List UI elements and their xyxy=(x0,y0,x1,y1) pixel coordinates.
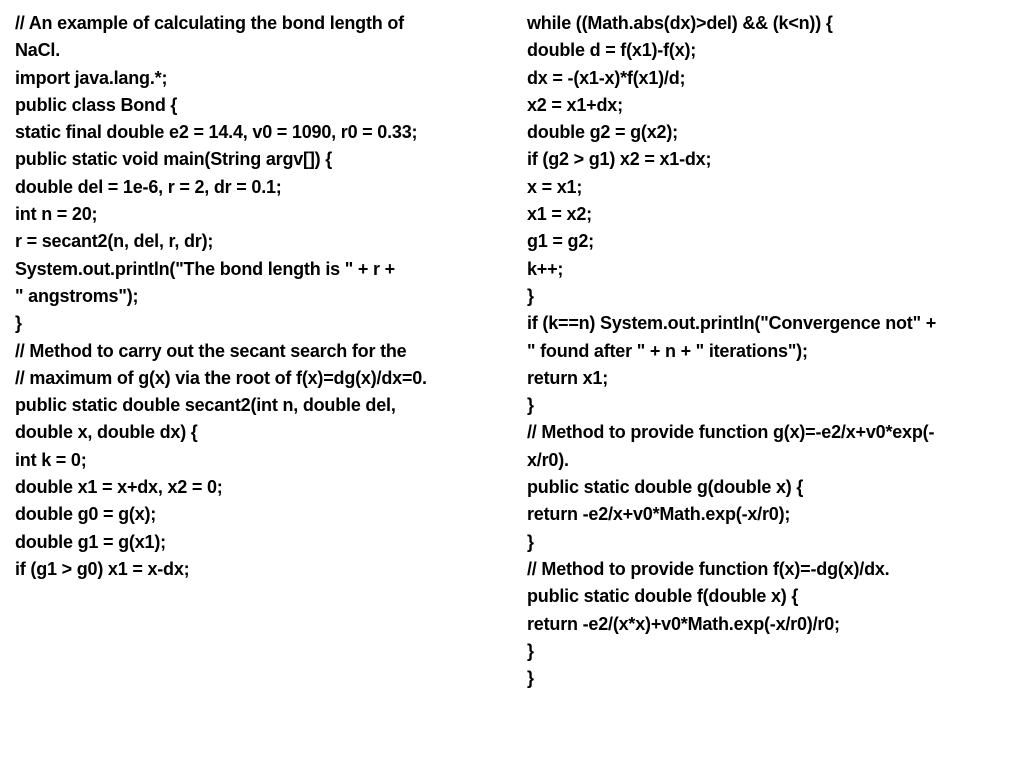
code-line: return -e2/x+v0*Math.exp(-x/r0); xyxy=(527,504,791,525)
code-line: public static void main(String argv[]) { xyxy=(15,149,333,170)
code-line: } xyxy=(527,668,534,689)
code-line: // Method to carry out the secant search for the xyxy=(15,340,407,361)
code-line: // An example of calculating the bond length of xyxy=(15,13,404,33)
code-line: } xyxy=(527,395,534,416)
code-column-left xyxy=(15,10,510,583)
code-line: static final double e2 = 14.4, v0 = 1090, r0 = 0.33; xyxy=(15,122,418,143)
code-line: } xyxy=(527,640,534,661)
code-line: int n = 20; xyxy=(15,204,98,225)
code-line: } xyxy=(527,285,534,306)
code-line: x1 = x2; xyxy=(527,204,592,225)
code-line: double x1 = x+dx, x2 = 0; xyxy=(15,477,223,498)
code-line: double g1 = g(x1); xyxy=(15,531,166,552)
code-line: g1 = g2; xyxy=(527,231,594,252)
code-line: double g0 = g(x); xyxy=(15,504,157,525)
code-line: double d = f(x1)-f(x); xyxy=(527,40,697,61)
code-line: return x1; xyxy=(527,367,609,388)
code-line: while ((Math.abs(dx)>del) && (k<n)) { xyxy=(527,13,833,33)
code-line: public class Bond { xyxy=(15,94,178,115)
code-line: if (g1 > g0) x1 = x-dx; xyxy=(15,558,190,579)
code-line: double x, double dx) { xyxy=(15,422,198,443)
code-line: if (g2 > g1) x2 = x1-dx; xyxy=(527,149,712,170)
code-line: " found after " + n + " iterations"); xyxy=(527,340,808,361)
code-line: import java.lang.*; xyxy=(15,67,168,88)
code-line: double del = 1e-6, r = 2, dr = 0.1; xyxy=(15,176,282,197)
code-line: public static double f(double x) { xyxy=(527,586,799,607)
code-line: // maximum of g(x) via the root of f(x)=dg(x)/dx=0. xyxy=(15,367,427,388)
code-line: k++; xyxy=(527,258,564,279)
code-line: r = secant2(n, del, r, dr); xyxy=(15,231,214,252)
code-line: dx = -(x1-x)*f(x1)/d; xyxy=(527,67,686,88)
code-line: x2 = x1+dx; xyxy=(527,94,623,115)
code-line: System.out.println("The bond length is " + r + xyxy=(15,258,395,279)
code-line: if (k==n) System.out.println("Convergence not" + xyxy=(527,313,937,334)
code-line: } xyxy=(527,531,534,552)
code-line: return -e2/(x*x)+v0*Math.exp(-x/r0)/r0; xyxy=(527,613,840,634)
code-line: int k = 0; xyxy=(15,449,87,470)
code-line: double g2 = g(x2); xyxy=(527,122,678,143)
code-line: x/r0). xyxy=(527,449,569,470)
code-line: } xyxy=(15,313,22,334)
code-line: x = x1; xyxy=(527,176,583,197)
code-line: " angstroms"); xyxy=(15,285,139,306)
code-line: // Method to provide function f(x)=-dg(x)/dx. xyxy=(527,558,890,579)
code-column-right xyxy=(527,10,1012,692)
code-line: public static double g(double x) { xyxy=(527,477,804,498)
code-line: // Method to provide function g(x)=-e2/x+v0*exp(- xyxy=(527,422,935,443)
code-line: NaCl. xyxy=(15,40,61,61)
code-line: public static double secant2(int n, double del, xyxy=(15,395,396,416)
